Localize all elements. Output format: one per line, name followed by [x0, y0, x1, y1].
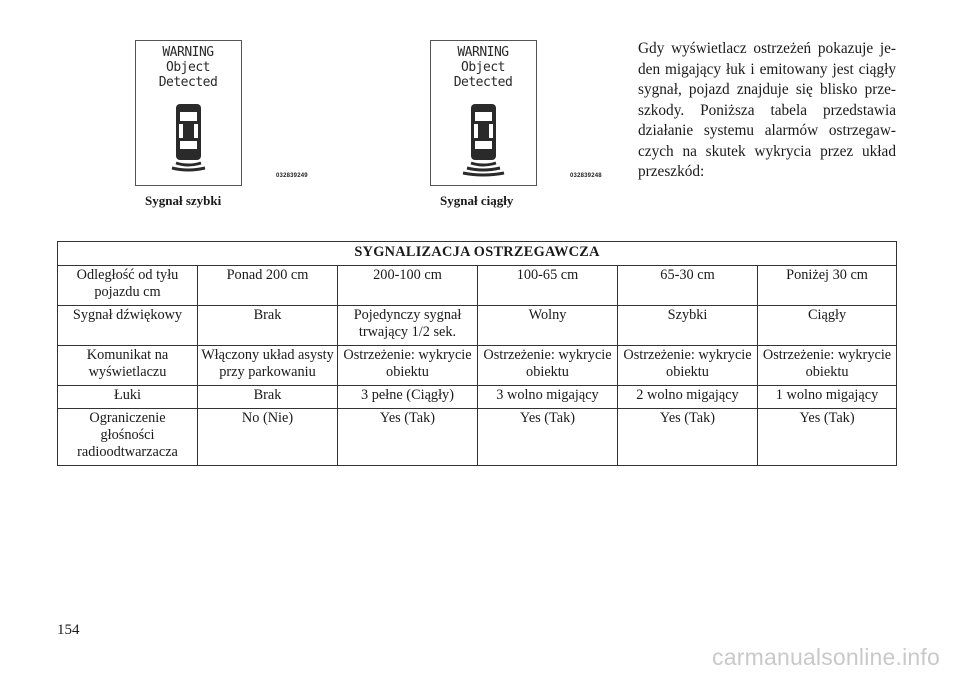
table-cell: Yes (Tak) [758, 409, 897, 466]
table-cell: 3 wolno migający [478, 386, 618, 409]
table-cell: Ponad 200 cm [198, 266, 338, 306]
display-line-3: Detected [453, 75, 513, 90]
table-cell: Poniżej 30 cm [758, 266, 897, 306]
figure-code: 032839248 [570, 173, 602, 179]
row-header-cell: Ograniczenie głośności radioodtwarzacza [58, 409, 198, 466]
table-row [58, 266, 897, 306]
table-row [58, 409, 897, 466]
table-row [58, 346, 897, 386]
figure-caption: Sygnał ciągły [440, 193, 514, 208]
table-title-row [58, 242, 897, 266]
table-cell: No (Nie) [198, 409, 338, 466]
table-cell: Yes (Tak) [338, 409, 478, 466]
table-cell: Ostrzeżenie: wykrycie obiektu [338, 346, 478, 386]
table-cell: 65-30 cm [618, 266, 758, 306]
table-cell: Szybki [618, 306, 758, 346]
table-cell: Ciągły [758, 306, 897, 346]
intro-paragraph: Gdy wyświetlacz ostrzeżeń pokazuje je-den migający łuk i emitowany jest ciągły sygnał, pojazd znajduje się blisko prze-szkody. Poniższa tabela przedstawia działanie systemu alarmów ostrzegaw-czych na skutek wykrycia przez układ przeszkód: [638, 40, 896, 180]
warning-display-illustration [431, 41, 536, 185]
table-row [58, 306, 897, 346]
table-cell: 200-100 cm [338, 266, 478, 306]
display-line-3: Detected [158, 75, 218, 90]
page-number: 154 [57, 622, 80, 638]
table-row [58, 386, 897, 409]
figure-code: 032839249 [276, 173, 308, 179]
display-line-1: WARNING [162, 45, 214, 60]
table-cell: Brak [198, 386, 338, 409]
table-cell: 2 wolno migający [618, 386, 758, 409]
table-cell: Ostrzeżenie: wykrycie obiektu [478, 346, 618, 386]
table-cell: Brak [198, 306, 338, 346]
table-cell: 100-65 cm [478, 266, 618, 306]
row-header-cell: Odległość od tyłu pojazdu cm [58, 266, 198, 306]
vehicle-topview-icon [176, 104, 201, 160]
table-cell: Ostrzeżenie: wykrycie obiektu [618, 346, 758, 386]
table-cell: Yes (Tak) [618, 409, 758, 466]
warning-signals-table [57, 241, 897, 466]
table-title: SYGNALIZACJA OSTRZEGAWCZA [58, 242, 897, 266]
figure-caption: Sygnał szybki [145, 193, 222, 208]
table-cell: Yes (Tak) [478, 409, 618, 466]
display-line-2: Object [461, 60, 505, 75]
display-line-2: Object [166, 60, 210, 75]
proximity-arcs-icon [463, 163, 504, 175]
table-cell: Wolny [478, 306, 618, 346]
table-cell: Włączony układ asysty przy parkowaniu [198, 346, 338, 386]
table-cell: Ostrzeżenie: wykrycie obiektu [758, 346, 897, 386]
row-header-cell: Sygnał dźwiękowy [58, 306, 198, 346]
table-cell: Pojedynczy sygnał trwający 1/2 sek. [338, 306, 478, 346]
row-header-cell: Komunikat na wyświetlaczu [58, 346, 198, 386]
warning-display-illustration [136, 41, 241, 185]
vehicle-topview-icon [471, 104, 496, 160]
display-line-1: WARNING [457, 45, 509, 60]
table-cell: 1 wolno migający [758, 386, 897, 409]
figure-continuous-signal [430, 40, 537, 186]
figure-fast-signal [135, 40, 242, 186]
table-cell: 3 pełne (Ciągły) [338, 386, 478, 409]
watermark: carmanualsonline.info [712, 644, 940, 670]
proximity-arcs-icon [172, 163, 205, 170]
row-header-cell: Łuki [58, 386, 198, 409]
